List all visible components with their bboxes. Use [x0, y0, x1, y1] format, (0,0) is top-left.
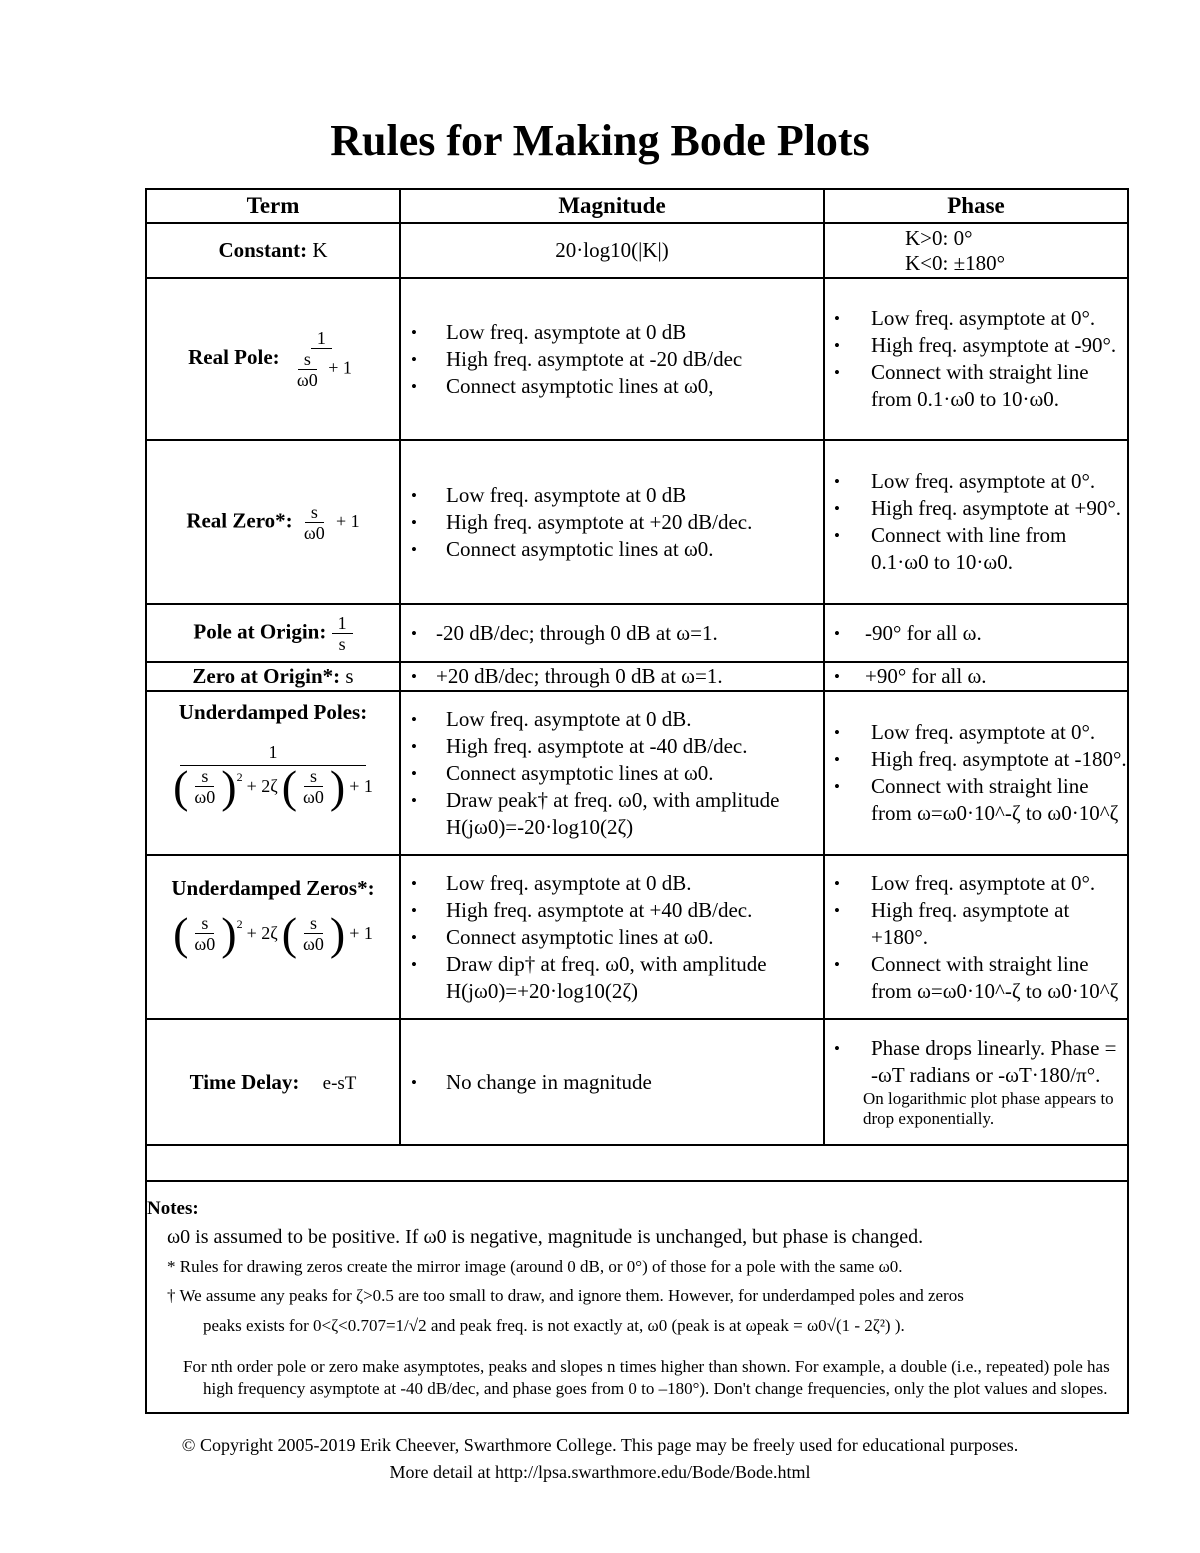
transfer-function — [285, 328, 358, 390]
magnitude-constant: 20·log10(|K|) — [400, 223, 824, 278]
inner-den: ω0 — [194, 787, 216, 807]
term-zero-origin — [146, 662, 400, 691]
bullet-item: • Low freq. asymptote at 0°. — [865, 468, 1127, 495]
row-underdamped-zeros — [146, 855, 1128, 1019]
phase-real-pole — [824, 278, 1128, 440]
plus-term: + 1 — [349, 776, 373, 796]
magnitude-underdamped-poles — [400, 691, 824, 855]
bullet-item: • Connect with straight line from ω=ω0·10^-ζ to ω0·10^ζ — [865, 951, 1127, 1005]
bullet-item: • +90° for all ω. — [865, 663, 1127, 690]
header-magnitude: Magnitude — [400, 189, 824, 223]
inner-num: s — [304, 913, 323, 934]
more-detail-link[interactable]: More detail at http://lpsa.swarthmore.edu/Bode/Bode.html — [389, 1462, 811, 1482]
bullet-item: • Connect with straight line from ω=ω0·10^-ζ to ω0·10^ζ — [865, 773, 1127, 827]
frac-denominator: s — [338, 633, 346, 654]
bullet-item: • High freq. asymptote at +20 dB/dec. — [411, 509, 823, 536]
frac-denominator: ( $\frac{s}{\omega 0}$ ) $^2$ + 2ζ ( $\frac{s}{\omega 0}$ ) + 1 — [173, 760, 373, 812]
phase-zero-origin — [824, 662, 1128, 691]
note-2: * Rules for drawing zeros create the mirror image (around 0 dB, or 0°) of those for a pole with the same ω0. — [167, 1257, 903, 1276]
footer — [0, 1432, 1200, 1486]
frac-denominator — [285, 349, 358, 390]
bullet-item: • Connect with straight line from 0.1·ω0 to 10·ω0. — [865, 359, 1127, 413]
phase-underdamped-zeros — [824, 855, 1128, 1019]
plus-term: + 1 — [349, 923, 373, 943]
bullet-item: • High freq. asymptote at -20 dB/dec — [411, 346, 823, 373]
term-underdamped-zeros — [146, 855, 400, 1019]
empty-cell — [146, 1145, 1128, 1181]
bullet-item: • Low freq. asymptote at 0°. — [865, 305, 1127, 332]
bullet-item: • High freq. asymptote at -180°. — [865, 746, 1127, 773]
term-label: Zero at Origin*: — [192, 664, 341, 688]
plus-term: + 1 — [336, 510, 360, 531]
magnitude-pole-origin — [400, 604, 824, 662]
bullet-item: • Connect asymptotic lines at ω0. — [411, 760, 823, 787]
term-label: Real Pole: — [188, 344, 280, 369]
inner-num: s — [195, 766, 214, 787]
bullet-item: • Phase drops linearly. Phase = -ωT radians or -ωT·180/π°. — [865, 1035, 1127, 1089]
magnitude-real-zero — [400, 440, 824, 604]
inner-num: s — [304, 766, 323, 787]
bullet-item: • Low freq. asymptote at 0°. — [865, 870, 1127, 897]
magnitude-zero-origin — [400, 662, 824, 691]
notes-title: Notes: — [147, 1198, 199, 1219]
inner-den: ω0 — [303, 934, 324, 954]
bullet-item: • High freq. asymptote at -90°. — [865, 332, 1127, 359]
bullet-item: • High freq. asymptote at +180°. — [865, 897, 1127, 951]
row-constant — [146, 223, 1128, 278]
term-label: Pole at Origin: — [193, 618, 327, 643]
magnitude-time-delay — [400, 1019, 824, 1145]
note-4: peaks exists for 0<ζ<0.707=1/√2 and peak freq. is not exactly at, ω0 (peak is at ωpeak = ω0√(1 - 2ζ²) ). — [203, 1316, 905, 1335]
frac-numerator: s — [305, 502, 324, 523]
row-pole-origin — [146, 604, 1128, 662]
note-3: † We assume any peaks for ζ>0.5 are too small to draw, and ignore them. However, for underdamped poles and zeros — [167, 1286, 964, 1305]
mid-term: + 2ζ — [246, 923, 278, 943]
copyright: © Copyright 2005-2019 Erik Cheever, Swarthmore College. This page may be freely used for educational purposes. — [181, 1435, 1019, 1455]
transfer-function — [298, 502, 331, 543]
term-real-zero — [146, 440, 400, 604]
frac-numerator: 1 — [311, 328, 332, 349]
phase-time-delay — [824, 1019, 1128, 1145]
inner-num: s — [298, 349, 317, 370]
bullet-item: • Draw peak† at freq. ω0, with amplitude H(jω0)=-20·log10(2ζ) — [411, 787, 823, 841]
bullet-item: • No change in magnitude — [411, 1069, 823, 1096]
transfer-function — [332, 613, 353, 654]
bullet-item: • High freq. asymptote at -40 dB/dec. — [411, 733, 823, 760]
magnitude-real-pole — [400, 278, 824, 440]
bullet-item: • High freq. asymptote at +40 dB/dec. — [411, 897, 823, 924]
phase-pole-origin — [824, 604, 1128, 662]
page-title: Rules for Making Bode Plots — [330, 116, 870, 165]
notes-cell — [146, 1181, 1128, 1413]
term-expr: e-sT — [322, 1072, 357, 1094]
phase-real-zero — [824, 440, 1128, 604]
row-zero-origin — [146, 662, 1128, 691]
bullet-item: • Connect asymptotic lines at ω0. — [411, 924, 823, 951]
phase-constant — [824, 223, 1128, 278]
bullet-item: • Connect asymptotic lines at ω0. — [411, 536, 823, 563]
bullet-item: • Low freq. asymptote at 0 dB. — [411, 706, 823, 733]
term-label: Underdamped Poles: — [178, 700, 368, 724]
phase-line: K>0: 0° — [905, 225, 973, 250]
exponent: 2 — [236, 770, 243, 784]
phase-line: K<0: ±180° — [905, 250, 1006, 275]
term-label: Real Zero*: — [186, 507, 293, 532]
bullet-item: • -20 dB/dec; through 0 dB at ω=1. — [411, 620, 823, 647]
bullet-item: • +20 dB/dec; through 0 dB at ω=1. — [411, 663, 823, 690]
header-term: Term — [146, 189, 400, 223]
note-1: ω0 is assumed to be positive. If ω0 is negative, magnitude is unchanged, but phase is changed. — [167, 1226, 924, 1248]
term-label: Constant: — [218, 238, 308, 262]
row-underdamped-poles — [146, 691, 1128, 855]
header-phase: Phase — [824, 189, 1128, 223]
row-time-delay — [146, 1019, 1128, 1145]
bode-rules-table — [145, 188, 1129, 1414]
bullet-item: • High freq. asymptote at +90°. — [865, 495, 1127, 522]
row-real-zero — [146, 440, 1128, 604]
inner-den: ω0 — [303, 787, 324, 807]
mid-term: + 2ζ — [246, 776, 278, 796]
frac-numerator: 1 — [180, 739, 366, 766]
bullet-item: • Connect asymptotic lines at ω0, — [411, 373, 823, 400]
term-var: s — [345, 664, 354, 688]
row-notes — [146, 1181, 1128, 1413]
term-label: Underdamped Zeros*: — [171, 876, 375, 900]
term-pole-origin — [146, 604, 400, 662]
transfer-function — [147, 739, 399, 812]
header-row — [146, 189, 1128, 223]
inner-num: s — [195, 913, 214, 934]
bullet-item: • Low freq. asymptote at 0°. — [865, 719, 1127, 746]
bullet-item: • Low freq. asymptote at 0 dB. — [411, 870, 823, 897]
row-real-pole — [146, 278, 1128, 440]
term-real-pole — [146, 278, 400, 440]
term-time-delay — [146, 1019, 400, 1145]
note-5: For nth order pole or zero make asymptotes, peaks and slopes n times higher than shown. For example, a double (i.e., repeated) pole has high frequency asymptote at -40 dB/dec, and phase goes from 0 to –180°). Don't change frequencies, only the plot values and slopes. — [183, 1357, 1110, 1398]
bullet-item: • Connect with line from 0.1·ω0 to 10·ω0. — [865, 522, 1127, 576]
frac-numerator: 1 — [332, 613, 353, 634]
inner-den: ω0 — [296, 370, 318, 390]
term-label: Time Delay: — [189, 1069, 300, 1094]
row-empty — [146, 1145, 1128, 1181]
frac-denominator: ω0 — [303, 522, 325, 543]
inner-den: ω0 — [194, 934, 216, 954]
plus-term: + 1 — [328, 357, 352, 378]
bullet-item: • -90° for all ω. — [865, 620, 1127, 647]
term-var: K — [312, 238, 328, 262]
bullet-item: • Draw dip† at freq. ω0, with amplitude H(jω0)=+20·log10(2ζ) — [411, 951, 823, 1005]
term-underdamped-poles — [146, 691, 400, 855]
phase-note: On logarithmic plot phase appears to drop exponentially. — [863, 1089, 1114, 1128]
bullet-item: • Low freq. asymptote at 0 dB — [411, 319, 823, 346]
exponent: 2 — [236, 917, 243, 931]
transfer-function: ( $\frac{s}{\omega 0}$ ) $^2$ + 2ζ ( $\frac{s}{\omega 0}$ ) + 1 — [173, 907, 373, 959]
term-constant — [146, 223, 400, 278]
phase-underdamped-poles — [824, 691, 1128, 855]
bullet-item: • Low freq. asymptote at 0 dB — [411, 482, 823, 509]
magnitude-underdamped-zeros — [400, 855, 824, 1019]
